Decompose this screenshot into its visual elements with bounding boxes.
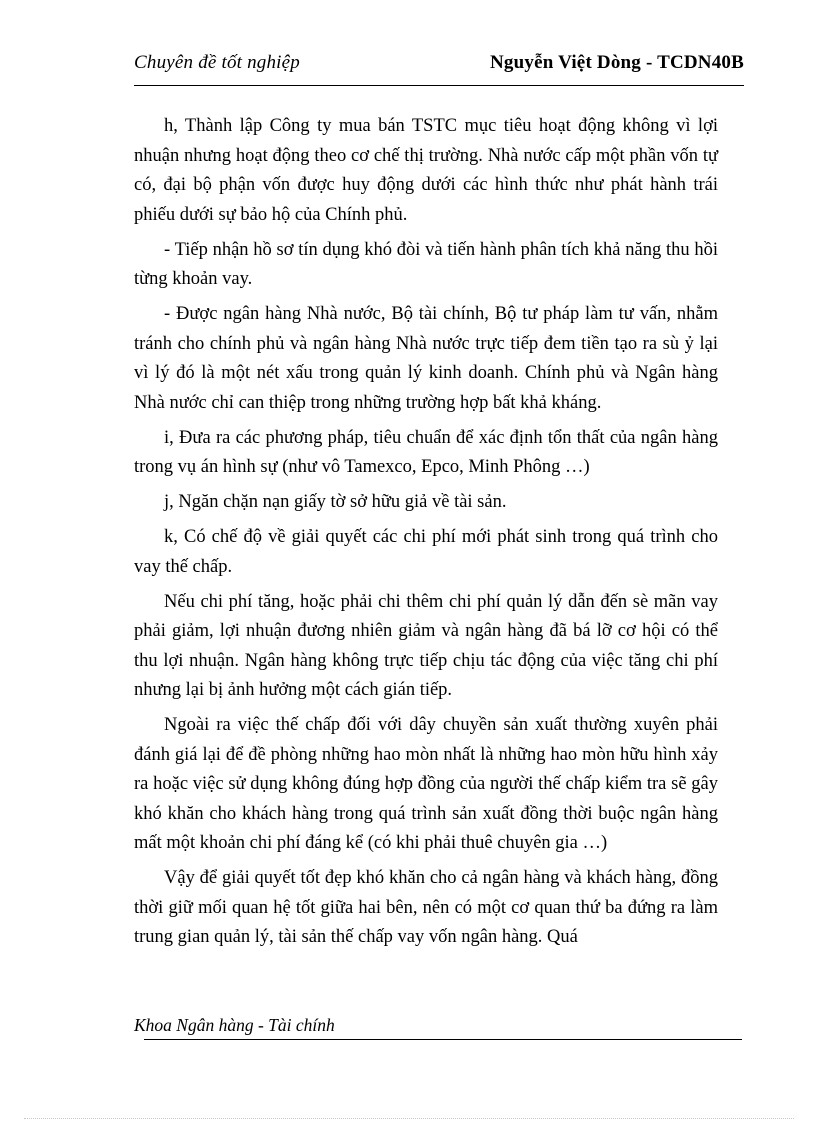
page-footer: Khoa Ngân hàng - Tài chính — [134, 1015, 335, 1035]
header-divider — [134, 85, 744, 86]
page-header — [134, 50, 744, 78]
paragraph-bullet-receive: - Tiếp nhận hồ sơ tín dụng khó đòi và tiến hành phân tích khả năng thu hồi từng khoản vay. — [134, 239, 718, 289]
paragraph-conclusion: Vậy để giải quyết tốt đẹp khó khăn cho cả ngân hàng và khách hàng, đồng thời giữ mối quan hệ tốt giữa hai bên, nên có một cơ quan thứ ba đứng ra làm trung gian quản lý, tài sản thế chấp vay vốn ngân hàng. Quá — [134, 868, 718, 947]
footer-divider — [144, 1039, 742, 1040]
header-author: Nguyễn Việt Dòng - TCDN40B — [490, 52, 744, 73]
paragraph-j: j, Ngăn chặn nạn giấy tờ sở hữu giả về tài sản. — [164, 492, 507, 512]
paragraph-bullet-advise: - Được ngân hàng Nhà nước, Bộ tài chính, Bộ tư pháp làm tư vấn, nhằm tránh cho chính phủ và ngân hàng Nhà nước trực tiếp đem tiền tạo ra sù ỷ lại vì lý đó là một nét xấu trong quản lý kinh doanh. Chính phủ và Ngân hàng Nhà nước chỉ can thiệp trong những trường hợp bất khả kháng. — [134, 304, 718, 413]
page-bottom-edge — [24, 1118, 794, 1119]
header-title: Chuyên đề tốt nghiệp — [134, 52, 300, 73]
paragraph-cost: Nếu chi phí tăng, hoặc phải chi thêm chi phí quản lý dẫn đến sè mãn vay phải giảm, lợi nhuận đương nhiên giảm và ngân hàng đã bá lỡ cơ hội có thể thu lợi nhuận. Ngân hàng không trực tiếp chịu tác động của việc tăng chi phí nhưng lại bị ảnh hưởng một cách gián tiếp. — [134, 591, 718, 700]
document-body — [134, 112, 718, 958]
paragraph-k: k, Có chế độ về giải quyết các chi phí mới phát sinh trong quá trình cho vay thế chấp. — [134, 527, 718, 577]
paragraph-i: i, Đưa ra các phương pháp, tiêu chuẩn để xác định tổn thất của ngân hàng trong vụ án hình sự (như vô Tamexco, Epco, Minh Phông …) — [134, 427, 718, 477]
paragraph-collateral: Ngoài ra việc thế chấp đối với dây chuyền sản xuất thường xuyên phải đánh giá lại để đề phòng những hao mòn nhất là những hao mòn hữu hình xảy ra hoặc việc sử dụng không đúng hợp đồng của người thế chấp kiểm tra sẽ gây khó khăn cho khách hàng trong quá trình sản xuất đồng thời buộc ngân hàng mất một khoản chi phí đáng kể (có khi phải thuê chuyên gia …) — [134, 715, 718, 853]
paragraph-h: h, Thành lập Công ty mua bán TSTC mục tiêu hoạt động không vì lợi nhuận nhưng hoạt động theo cơ chế thị trường. Nhà nước cấp một phần vốn tự có, đại bộ phận vốn được huy động dưới các hình thức như phát hành trái phiếu dưới sự bảo hộ của Chính phủ. — [134, 116, 718, 225]
